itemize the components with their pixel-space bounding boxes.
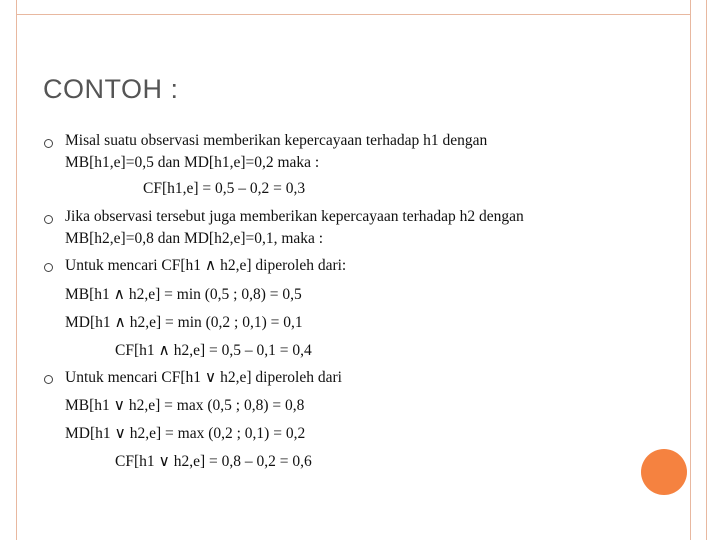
frame-right-line	[690, 0, 691, 540]
bullet-icon	[44, 375, 53, 384]
bullet-icon	[44, 263, 53, 272]
text-line: Untuk mencari CF[h1 ∧ h2,e] diperoleh dari:	[65, 257, 347, 274]
bullet-icon	[44, 215, 53, 224]
text-line: CF[h1 ∨ h2,e] = 0,8 – 0,2 = 0,6	[115, 453, 312, 470]
text-line: CF[h1,e] = 0,5 – 0,2 = 0,3	[143, 180, 306, 197]
text-line: Untuk mencari CF[h1 ∨ h2,e] diperoleh dari	[65, 369, 342, 386]
text-line: MD[h1 ∧ h2,e] = min (0,2 ; 0,1) = 0,1	[65, 314, 303, 331]
slide-title: CONTOH :	[43, 74, 179, 104]
frame-right-outer-line	[706, 0, 707, 540]
frame-left-line	[16, 0, 17, 540]
text-line: MB[h1 ∧ h2,e] = min (0,5 ; 0,8) = 0,5	[65, 286, 302, 303]
text-line: Jika observasi tersebut juga memberikan kepercayaan terhadap h2 dengan	[65, 208, 524, 225]
bullet-icon	[44, 139, 53, 148]
text-line: CF[h1 ∧ h2,e] = 0,5 – 0,1 = 0,4	[115, 342, 312, 359]
text-line: MB[h1,e]=0,5 dan MD[h1,e]=0,2 maka :	[65, 154, 320, 171]
accent-circle	[641, 449, 687, 495]
text-line: Misal suatu observasi memberikan kepercayaan terhadap h1 dengan	[65, 132, 488, 149]
text-line: MB[h2,e]=0,8 dan MD[h2,e]=0,1, maka :	[65, 230, 324, 247]
text-line: MD[h1 ∨ h2,e] = max (0,2 ; 0,1) = 0,2	[65, 425, 306, 442]
text-line: MB[h1 ∨ h2,e] = max (0,5 ; 0,8) = 0,8	[65, 397, 305, 414]
frame-top-line	[16, 14, 690, 15]
